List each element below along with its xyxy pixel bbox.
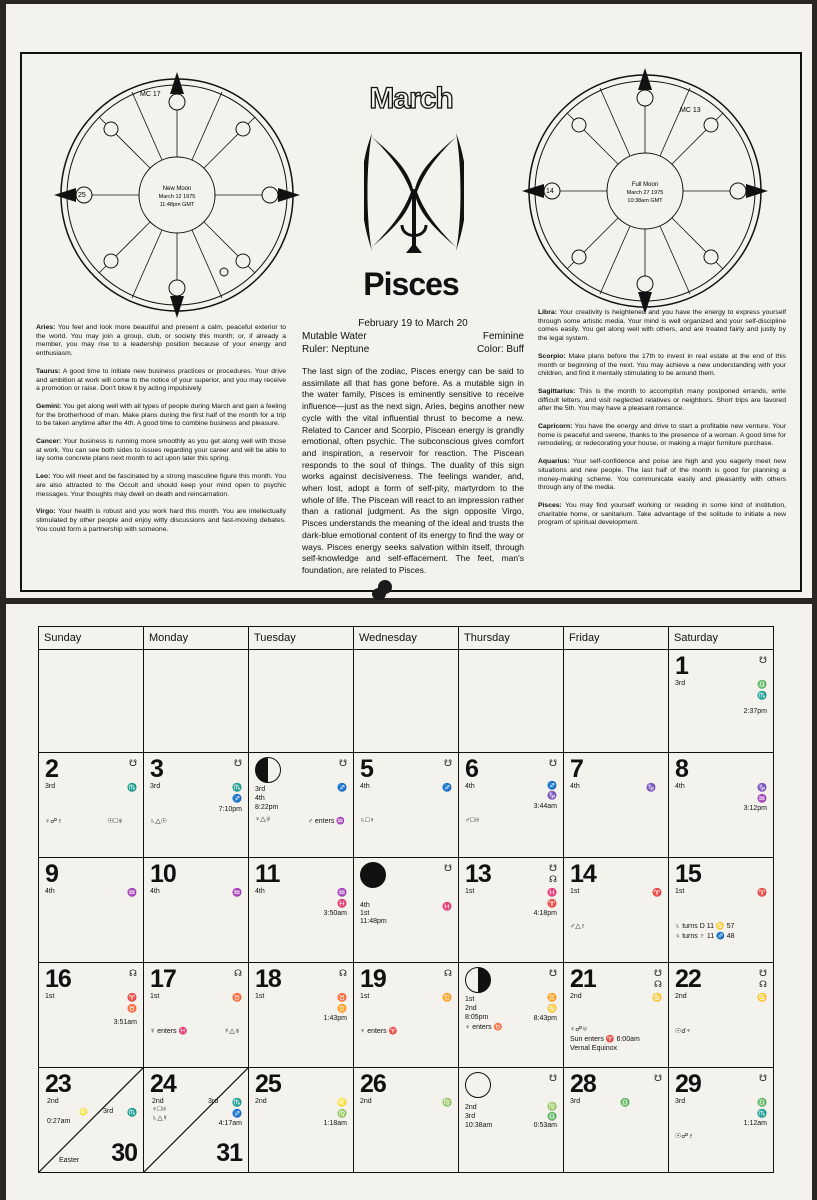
moon-phase-label: 4th [360,783,370,790]
moon-phase-label: 3rd [103,1108,114,1115]
aspect: ♄□♀ [360,817,375,824]
full-moon-date: March 27 1975 [626,190,664,196]
moon-sign: ♐ [337,783,347,792]
sign-dates: February 19 to March 20 [358,318,468,329]
moon-sign: ♏ [127,783,137,792]
transit-time: 8:43pm [533,1015,557,1022]
moon-sign: ♍ [442,1098,452,1107]
sign-quality: Mutable Water [302,331,367,342]
empty-day-cell [354,650,459,753]
moon-sign: ♊ [442,993,452,1002]
moon-sign: ♎ [757,680,767,689]
day-cell[interactable] [669,963,774,1068]
moon-phase-label: 1st [360,910,370,917]
node-icon: ☊ [444,968,452,978]
node-icon: ☋ [549,863,557,873]
midheaven-label: MC 13 [680,107,701,114]
node-icon: ☋ [234,758,242,768]
moon-sign: ♋ [652,993,662,1002]
day-cell[interactable] [354,753,459,858]
node-icon: ☋ [339,758,347,768]
day-cell[interactable] [249,858,354,963]
day-number: 11 [255,860,280,888]
phase-time: 11:48pm [360,918,387,925]
sun-ingress: Sun enters ♈ 6:00am [570,1036,640,1043]
moon-sign: ♏ [127,1108,137,1117]
transit-time: 1:18am [323,1120,347,1127]
node-icon: ☋ [654,968,662,978]
moon-sign-next: ♏ [757,1109,767,1118]
day-cell[interactable] [459,753,564,858]
horoscope-leo: Leo: You will meet and be fascinated by a strong masculine figure this month. You are also attracted to the Occult and should keep your mind open to psychic messages. Your thoughts may dwell on death and reincarnation. [36,473,286,498]
horoscope-libra: Libra: Your creativity is heightened and you have the energy to express yourself through some artistic media. Your mind is well organized and your self-discipline comes easily. You get along well with others, and are treated fairly and justly by the legal system. [538,309,786,343]
transit-time: 1:43pm [323,1015,347,1022]
day-number: 9 [45,860,58,888]
weekday-header: Friday [564,627,669,650]
split-day-cell[interactable] [39,1068,144,1173]
moon-phase-label: 2nd [675,993,687,1000]
moon-sign: ♈ [127,993,137,1002]
weekday-header: Tuesday [249,627,354,650]
node-icon: ☋ [759,655,767,665]
moon-phase-label: 3rd [45,783,56,790]
horoscope-scorpio: Scorpio: Make plans before the 17th to invest in real estate at the end of this month or beginning of the next. You may achieve a new understanding with your children, and find it mentally stimulating to be around them. [538,352,787,378]
day-cell[interactable] [564,858,669,963]
day-cell[interactable] [249,963,354,1068]
day-number: 13 [465,860,491,888]
moon-sign: ♒ [337,888,347,897]
node-icon: ☋ [444,758,452,768]
node-icon: ☊ [654,979,662,989]
moon-sign: ♑ [646,783,656,792]
ascendant-label: 25 [78,192,86,199]
moon-sign: ♑ [757,783,767,792]
day-number: 7 [570,755,583,783]
moon-phase-label: 1st [465,888,475,895]
day-number: 21 [570,965,596,993]
day-number: 6 [465,755,478,783]
horoscope-capricorn: Capricorn: You have the energy and drive to start a profitable new venture. Your home is peaceful and serene, thanks to the presence of a woman. A good time for remodeling, or redecorating your house, or making a major furniture purchase. [538,423,786,448]
day-cell[interactable] [459,858,564,963]
phase-time: 8:05pm [465,1014,489,1021]
empty-day-cell [39,650,144,753]
horoscopes-left [36,324,286,543]
sign-name: Pisces [363,266,459,302]
day-number: 14 [570,860,596,888]
day-cell[interactable] [144,858,249,963]
aspect: ♀☍♅ [570,1026,588,1033]
moon-phase-label: 3rd [675,1098,686,1105]
moon-phase-label: 1st [570,888,580,895]
moon-sign: ♋ [757,993,767,1002]
horoscope-sagittarius: Sagittarius: This is the month to accomplish many postponed errands, write difficult letters, and visit neglected relatives or neighbors. Short trips are favored after the 5th. You may have a pleasant romance. [538,387,786,413]
new-moon-time: 11:48pm GMT [159,202,195,208]
moon-sign: ♉ [232,993,242,1002]
transit-time: 3:50am [323,910,347,917]
day-cell[interactable] [144,963,249,1068]
sign-gender: Feminine [482,331,524,342]
day-number: 10 [150,860,176,888]
moon-sign: ♐ [442,783,452,792]
node-icon: ☋ [129,758,137,768]
day-number: 5 [360,755,373,783]
moon-sign: ♈ [652,888,662,897]
moon-phase-label: 2nd [255,1098,267,1105]
day-cell[interactable] [669,858,774,963]
calendar-grid [38,626,774,1173]
first-quarter-moon-icon [465,967,491,993]
moon-sign: ♎ [757,1098,767,1107]
day-cell[interactable] [354,858,459,963]
weekday-header: Thursday [459,627,564,650]
easter-label: Easter [59,1157,80,1164]
moon-sign-next: ♓ [337,899,347,908]
moon-sign: ♏ [232,783,242,792]
moon-sign-next: ♊ [337,1004,347,1013]
planet-ingress: ♂ enters ♒ [307,818,345,825]
day-cell[interactable] [564,963,669,1068]
moon-sign: ♌ [79,1109,88,1116]
moon-sign-next: ♎ [547,1112,557,1121]
moon-sign-next: ♍ [337,1109,347,1118]
full-moon-time: 10:38am GMT [627,198,663,204]
transit-time: 3:12pm [743,805,767,812]
moon-phase-label: 3rd [150,783,161,790]
moon-phase-label: 3rd [255,786,266,793]
node-icon: ☋ [549,1073,557,1083]
day-cell[interactable] [144,753,249,858]
day-number: 29 [675,1070,701,1098]
weekday-header: Wednesday [354,627,459,650]
aspect: ♄△☉ [150,818,167,825]
moon-sign-next: ♈ [547,899,557,908]
moon-phase-label: 4th [45,888,55,895]
day-cell[interactable] [249,753,354,858]
empty-day-cell [564,650,669,753]
aspect: ♀☍♇ [45,818,63,825]
aspect: ☉☍♇ [675,1133,694,1140]
ascendant-label: 14 [546,188,554,195]
day-number: 28 [570,1070,596,1098]
day-cell[interactable] [354,1068,459,1173]
planet-ingress: ☿ enters ♓ [150,1028,188,1035]
day-cell[interactable] [669,650,774,753]
moon-phase-label: 2nd [570,993,582,1000]
empty-day-cell [249,650,354,753]
top-page [6,4,812,598]
moon-phase-label: 4th [255,888,265,895]
horoscope-cancer: Cancer: Your business is running more smoothly as you get along well with those at work. You can see both sides to issues regarding your career and will be able to lay some concrete plans next month to act upon later this spring. [36,438,287,463]
pisces-glyph [364,129,464,261]
moon-phase-label: 4th [255,795,265,802]
aspect: ♀△♅ [255,816,271,823]
full-moon-chart-wheel [522,68,768,314]
moon-sign-next: ♉ [127,1004,137,1013]
equinox-label: Vernal Equinox [570,1045,618,1052]
transit-time: 3:44am [533,803,557,810]
moon-phase-label: 1st [255,993,265,1000]
moon-sign-next: ♏ [757,691,767,700]
moon-sign: ♌ [337,1098,347,1107]
day-cell[interactable] [459,963,564,1068]
day-cell[interactable] [39,753,144,858]
moon-phase-label: 3rd [675,680,686,687]
transit-time: 0:27am [47,1118,71,1125]
moon-phase-label: 1st [360,993,370,1000]
transit-time: 2:37pm [743,708,767,715]
moon-phase-label: 1st [45,993,55,1000]
moon-sign: ♒ [232,888,242,897]
node-icon: ☋ [759,968,767,978]
node-icon: ☊ [234,968,242,978]
moon-phase-label: 1st [465,996,475,1003]
moon-sign: ♓ [442,902,452,911]
weekday-header: Saturday [669,627,774,650]
day-number: 30 [111,1139,137,1167]
aspect: ♂□♅ [465,817,480,824]
day-cell[interactable] [564,753,669,858]
moon-sign-next: ♒ [757,794,767,803]
sign-ruler: Ruler: Neptune [302,344,370,355]
day-number: 25 [255,1070,281,1098]
moon-sign: ♍ [547,1102,557,1111]
moon-sign: ♏ [232,1098,242,1107]
node-icon: ☊ [759,979,767,989]
transit-time: 3:51am [113,1019,137,1026]
split-day-cell[interactable] [144,1068,249,1173]
new-moon-label: New Moon [162,186,192,192]
day-number: 1 [675,652,688,680]
moon-phase-label: 2nd [47,1098,59,1105]
last-quarter-moon-icon [255,757,281,783]
day-number: 16 [45,965,71,993]
moon-sign: ♐ [547,781,557,790]
month-title: March [369,82,453,115]
weekday-header: Monday [144,627,249,650]
moon-phase-label: 3rd [465,1113,476,1120]
day-number: 24 [150,1070,176,1098]
day-number: 8 [675,755,688,783]
binding-hole [372,588,386,600]
day-cell[interactable] [249,1068,354,1173]
day-number: 26 [360,1070,386,1098]
moon-phase-label: 2nd [360,1098,372,1105]
day-number: 31 [216,1139,242,1167]
day-cell[interactable] [564,1068,669,1173]
node-icon: ☋ [654,1073,662,1083]
moon-sign: ♈ [757,888,767,897]
planet-station: ♃ turns ♇ 11 ♐ 48 [675,933,735,940]
moon-sign: ♊ [547,993,557,1002]
node-icon: ☊ [339,968,347,978]
new-moon-icon [360,862,386,888]
day-number: 19 [360,965,386,993]
horoscopes-right [538,309,786,537]
horoscope-gemini: Gemini: You get along well with all types of people during March and gain a feeling for the brotherhood of man. Make plans during the first half of the month for a trip to be taken anytime after the 4th. A good time to combine business and pleasure. [36,402,286,428]
moon-sign: ♒ [127,888,137,897]
moon-phase-label: 4th [150,888,160,895]
aspect: ♄△☿ [152,1115,168,1122]
node-icon: ☋ [759,1073,767,1083]
planet-ingress: ♆ enters ♈ [360,1028,398,1035]
planet-station: ♄ turns D 11 ♋ 57 [675,923,735,930]
moon-phase-label: 4th [360,902,370,909]
node-icon: ☊ [129,968,137,978]
aspect: ☉□♅ [107,818,123,825]
empty-day-cell [459,650,564,753]
full-moon-icon [465,1072,491,1098]
transit-time: 0:53am [533,1122,557,1129]
horoscope-aquarius: Aquarius: Your self-confidence and poise are high and you eagerly meet new situations and new people. The last half of the month is good for planning a money-making scheme. You communicate easily and pleasantly with others through any of the media. [538,458,786,492]
aspect: ♀□♅ [152,1106,167,1113]
transit-time: 1:12am [743,1120,767,1127]
moon-sign-next: ♑ [547,791,557,800]
day-cell[interactable] [459,1068,564,1173]
day-number: 23 [45,1070,71,1098]
moon-phase-label: 4th [570,783,580,790]
day-cell[interactable] [39,858,144,963]
moon-phase-label: 1st [150,993,160,1000]
moon-sign-next: ♐ [232,1109,242,1118]
sign-info [302,317,524,356]
new-moon-chart-wheel [54,72,300,318]
empty-day-cell [144,650,249,753]
day-number: 18 [255,965,281,993]
day-number: 22 [675,965,701,993]
horoscope-aries: Aries: You feel and look more beautiful and present a calm, peaceful exterior to the world. You may join a group, club, or society this month; or, if already a member, you may rise to a leadership position because of your energy and enthusiasm. [36,324,286,358]
transit-time: 7:10pm [218,806,242,813]
aspect: ♂△♇ [570,923,586,930]
node-icon: ☊ [549,874,557,884]
aspect: ☉☌♆ [675,1028,692,1035]
new-moon-date: March 12 1975 [158,194,196,200]
moon-phase-label: 2nd [465,1104,477,1111]
moon-phase-label: 1st [675,888,685,895]
node-icon: ☋ [549,968,557,978]
moon-phase-label: 4th [675,783,685,790]
moon-phase-label: 2nd [465,1005,477,1012]
moon-sign: ♉ [337,993,347,1002]
day-number: 2 [45,755,58,783]
moon-phase-label: 2nd [152,1098,164,1105]
day-number: 17 [150,965,176,993]
phase-time: 8:22pm [255,804,279,811]
day-cell[interactable] [354,963,459,1068]
sign-description: The last sign of the zodiac, Pisces energy can be said to assimilate all that has gone before. As a mutable sign in the water family, Pisces is eminently sensitive to receive influence—just as the next sign, Aries, begins another new cycle with the vital influential thrust to become a new. Related to Cancer and Scorpio, Piscean energy is grandly emotional, often psychic. The subconscious gives comfort and inspiration, a reservoir for reaction. The Piscean responds to the soul of things. The duality of this sign works against decisiveness. The feelings wander, and, when lost, adopt a form of self-pity, martyrdom to the whole of life. The Piscean will react to an impression rather than a rational judgment. As the sign opposite Virgo, Pisces understands the meaning of the ideal and trusts the dark-blue emotional content of its energy to find the way or ways. Pisces energy seeks salvation within itself, through self-knowledge and self-effacement. The feet, man's foundation, are related to Pisces. [302,366,524,575]
full-moon-label: Full Moon [631,182,659,188]
day-number: 3 [150,755,163,783]
day-cell[interactable] [39,963,144,1068]
transit-time: 4:18pm [533,910,557,917]
day-number: 15 [675,860,701,888]
moon-sign-next: ♋ [547,1004,557,1013]
horoscope-taurus: Taurus: A good time to initiate new business practices or procedures. Your drive and ambition at work will come to the notice of your superior, and you may receive a promotion or raise. Don't blow it by acting impulsively. [36,367,287,393]
transit-time: 4:17am [218,1120,242,1127]
horoscope-pisces: Pisces: You may find yourself working or residing in some kind of institution, charitable home, or sanitarium. Take advantage of the solitude to initiate a new program of spiritual development. [538,501,786,527]
aspect: ☿△♅ [224,1028,240,1035]
moon-phase-label: 3rd [570,1098,581,1105]
day-cell[interactable] [669,753,774,858]
node-icon: ☋ [549,758,557,768]
node-icon: ☋ [444,863,452,873]
horoscope-virgo: Virgo: Your health is robust and you work hard this month. You are intellectually stimulated by other people and enjoy witty discussions and fast-moving debates. You could form a partnership with someone. [36,508,287,533]
moon-sign: ♓ [547,888,557,897]
moon-phase-label: 4th [465,783,475,790]
moon-sign-next: ♐ [232,794,242,803]
weekday-header: Sunday [39,627,144,650]
moon-sign: ♎ [620,1098,630,1107]
moon-phase-label: 3rd [208,1098,219,1105]
sign-color: Color: Buff [476,344,524,355]
day-cell[interactable] [669,1068,774,1173]
planet-ingress: ♀ enters ♉ [465,1024,503,1031]
phase-time: 10:38am [465,1122,493,1129]
midheaven-label: MC 17 [140,91,161,98]
